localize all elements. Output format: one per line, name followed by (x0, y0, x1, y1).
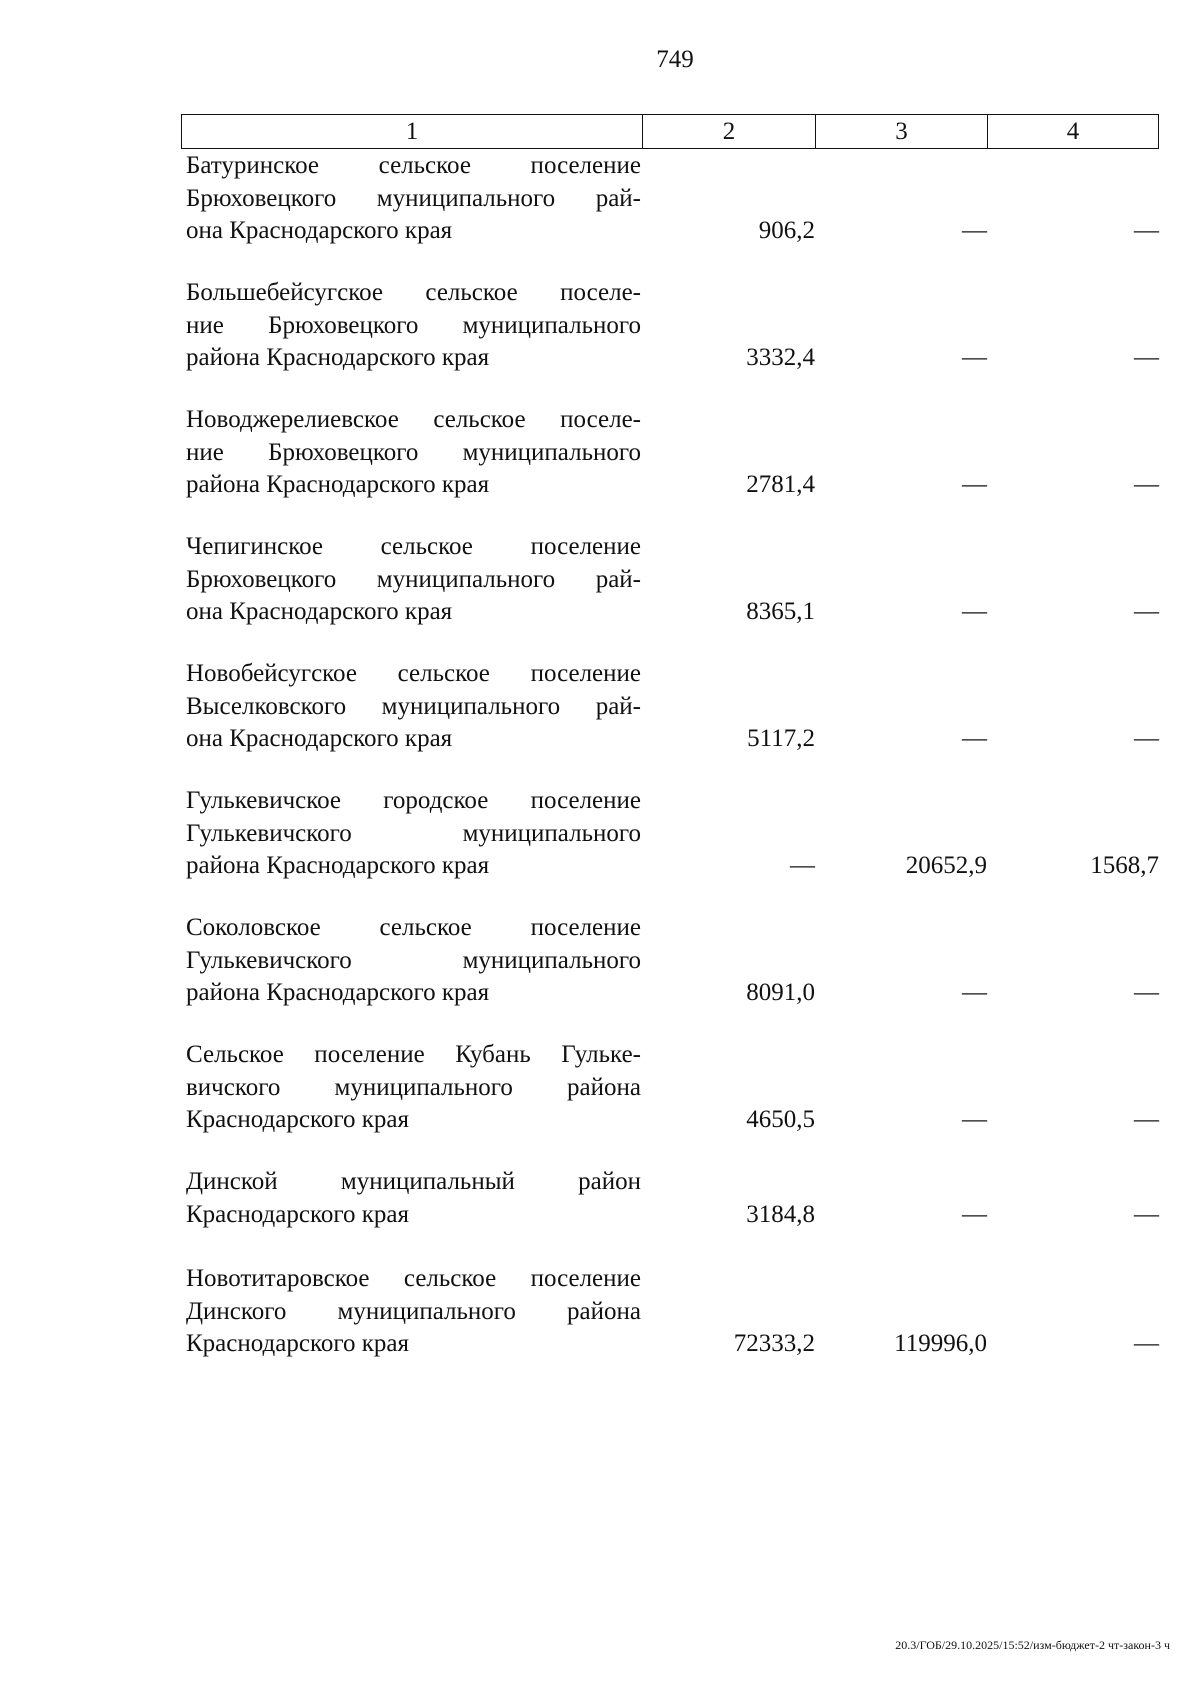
row-name-line: района Краснодарского края (186, 471, 490, 498)
table-row (181, 1263, 1159, 1402)
row-name-line: она Краснодарского края (186, 598, 453, 625)
row-value-col2: 72333,2 (733, 1330, 815, 1357)
row-name-line: Выселковского муниципального рай- (186, 692, 641, 720)
row-name (186, 1263, 641, 1361)
table-row (181, 1039, 1159, 1178)
row-name-line: Краснодарского края (186, 1330, 409, 1357)
page-number: 749 (656, 46, 694, 73)
row-value-col3: — (962, 979, 987, 1006)
table-row (181, 785, 1159, 924)
table-header (181, 114, 1159, 149)
row-name (186, 150, 641, 248)
row-value-col2: 8365,1 (746, 598, 815, 625)
row-value-col4: — (1134, 471, 1159, 498)
row-value-col4: — (1134, 344, 1159, 371)
table-row (181, 150, 1159, 289)
row-name (186, 1039, 641, 1137)
table-row (181, 404, 1159, 543)
row-value-col4: 1568,7 (1090, 852, 1159, 879)
header-col-3: 3 (816, 115, 988, 148)
row-name (186, 531, 641, 629)
row-value-col3: — (962, 1200, 987, 1228)
row-name-line: Брюховецкого муниципального рай- (186, 565, 641, 593)
row-name-line: Гулькевичского муниципального (186, 946, 641, 974)
row-name-line: Краснодарского края (186, 1106, 409, 1133)
row-name-line: Гулькевичское городское поселение (186, 787, 641, 814)
row-name-line: Динской муниципальный район (186, 1168, 641, 1195)
row-name-line: района Краснодарского края (186, 979, 490, 1006)
row-value-col3: 20652,9 (905, 852, 987, 879)
row-name-line: района Краснодарского края (186, 852, 490, 879)
row-value-col4: — (1134, 1330, 1159, 1357)
table-row (181, 531, 1159, 670)
row-value-col4: — (1134, 979, 1159, 1006)
row-name-line: Батуринское сельское поселение (186, 152, 641, 179)
row-name-line: Новоджерелиевское сельское поселе- (186, 406, 641, 433)
row-name (186, 1166, 641, 1231)
table-row (181, 658, 1159, 797)
row-value-col4: — (1134, 1106, 1159, 1133)
row-value-col4: — (1134, 217, 1159, 244)
row-value-col2: 8091,0 (746, 979, 815, 1006)
header-col-4: 4 (1066, 118, 1080, 145)
row-value-col4: — (1134, 598, 1159, 625)
row-name-line: Соколовское сельское поселение (186, 914, 641, 941)
row-name-line: она Краснодарского края (186, 725, 453, 752)
row-name (186, 277, 641, 375)
row-name-line: Динского муниципального района (186, 1297, 641, 1325)
row-value-col3: — (962, 217, 987, 244)
header-col-1: 1 (182, 115, 643, 148)
row-name (186, 404, 641, 502)
row-value-col3: — (962, 344, 987, 371)
row-name-line: Большебейсугское сельское поселе- (186, 279, 641, 306)
row-name-line: района Краснодарского края (186, 344, 490, 371)
row-name-line: Краснодарского края (186, 1200, 409, 1228)
row-name-line: Новобейсугское сельское поселение (186, 660, 641, 687)
row-name (186, 912, 641, 1010)
row-value-col2: 906,2 (758, 217, 815, 244)
row-name-line: ние Брюховецкого муниципального (186, 438, 641, 466)
row-value-col2: 3184,8 (746, 1200, 815, 1228)
row-value-col3: — (962, 471, 987, 498)
row-value-col2: 4650,5 (746, 1106, 815, 1133)
row-value-col2: 2781,4 (746, 471, 815, 498)
row-name (186, 658, 641, 756)
table-row (181, 912, 1159, 1051)
row-name (186, 785, 641, 883)
row-name-line: ние Брюховецкого муниципального (186, 311, 641, 339)
row-name-line: она Краснодарского края (186, 217, 453, 244)
row-name-line: Гулькевичского муниципального (186, 819, 641, 847)
row-value-col4: — (1134, 725, 1159, 752)
row-value-col3: 119996,0 (894, 1330, 987, 1357)
row-value-col2: 5117,2 (747, 725, 815, 752)
row-name-line: Чепигинское сельское поселение (186, 533, 641, 560)
row-name-line: Брюховецкого муниципального рай- (186, 184, 641, 212)
row-name-line: Новотитаровское сельское поселение (186, 1265, 641, 1292)
row-name-line: вичского муниципального района (186, 1073, 641, 1101)
row-value-col3: — (962, 598, 987, 625)
document-footer: 20.3/ГОБ/29.10.2025/15:52/изм-бюджет-2 чт-закон-3 ч (895, 1638, 1170, 1652)
row-name-line: Сельское поселение Кубань Гульке- (186, 1041, 641, 1068)
table-row (181, 277, 1159, 416)
header-col-2: 2 (643, 115, 816, 148)
row-value-col4: — (1134, 1200, 1159, 1228)
row-value-col3: — (962, 725, 987, 752)
row-value-col2: 3332,4 (746, 344, 815, 371)
row-value-col2: — (790, 852, 815, 879)
row-value-col3: — (962, 1106, 987, 1133)
